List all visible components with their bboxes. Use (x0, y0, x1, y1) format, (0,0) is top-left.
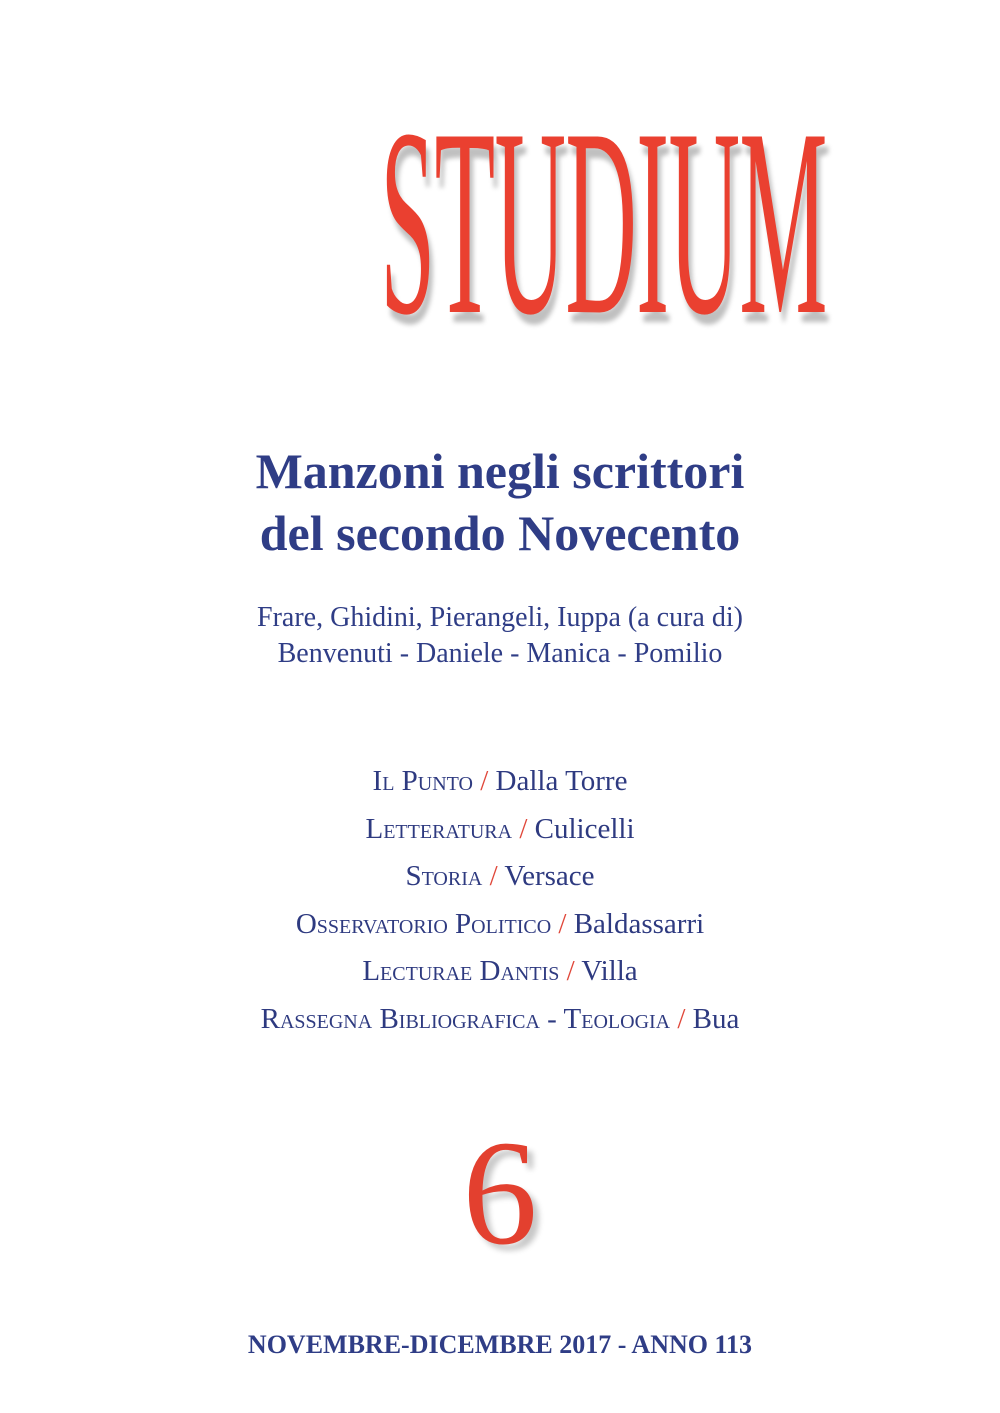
section-item (0, 853, 1000, 901)
section-label: Letteratura (365, 812, 513, 845)
section-author: Dalla Torre (495, 765, 628, 797)
separator: / (558, 907, 567, 940)
table-of-contents (0, 758, 1000, 1043)
separator: / (519, 812, 528, 845)
issue-number: 6 (462, 1110, 538, 1276)
section-label: Storia (405, 860, 483, 892)
editors-line: Frare, Ghidini, Pierangeli, Iuppa (a cura di) (257, 602, 743, 633)
separator: / (489, 860, 498, 892)
separator: / (480, 765, 489, 797)
section-item (0, 901, 1000, 949)
headline-line-1: Manzoni negli scrittori (255, 443, 745, 499)
separator: / (566, 955, 575, 987)
section-item (0, 948, 1000, 996)
section-author: Versace (504, 860, 595, 892)
editors (0, 600, 1000, 672)
section-label: Lecturae Dantis (362, 955, 560, 987)
headline (0, 440, 1000, 564)
section-item (0, 996, 1000, 1044)
masthead-logo: STUDIUM (380, 73, 827, 370)
issue-date: NOVEMBRE-DICEMBRE 2017 - ANNO 113 (247, 1330, 753, 1359)
section-author: Villa (581, 955, 638, 987)
separator: / (677, 1002, 686, 1035)
contributors-line: Benvenuti - Daniele - Manica - Pomilio (277, 638, 723, 669)
section-label: Osservatorio Politico (295, 907, 552, 940)
headline-line-2: del secondo Novecento (259, 505, 741, 561)
section-author: Culicelli (534, 812, 635, 845)
masthead (0, 73, 1000, 370)
section-item (0, 806, 1000, 854)
section-label: Rassegna Bibliografica - Teologia (260, 1002, 671, 1035)
section-author: Baldassarri (573, 907, 705, 940)
section-label: Il Punto (372, 765, 473, 797)
section-author: Bua (692, 1002, 740, 1035)
section-item (0, 758, 1000, 806)
